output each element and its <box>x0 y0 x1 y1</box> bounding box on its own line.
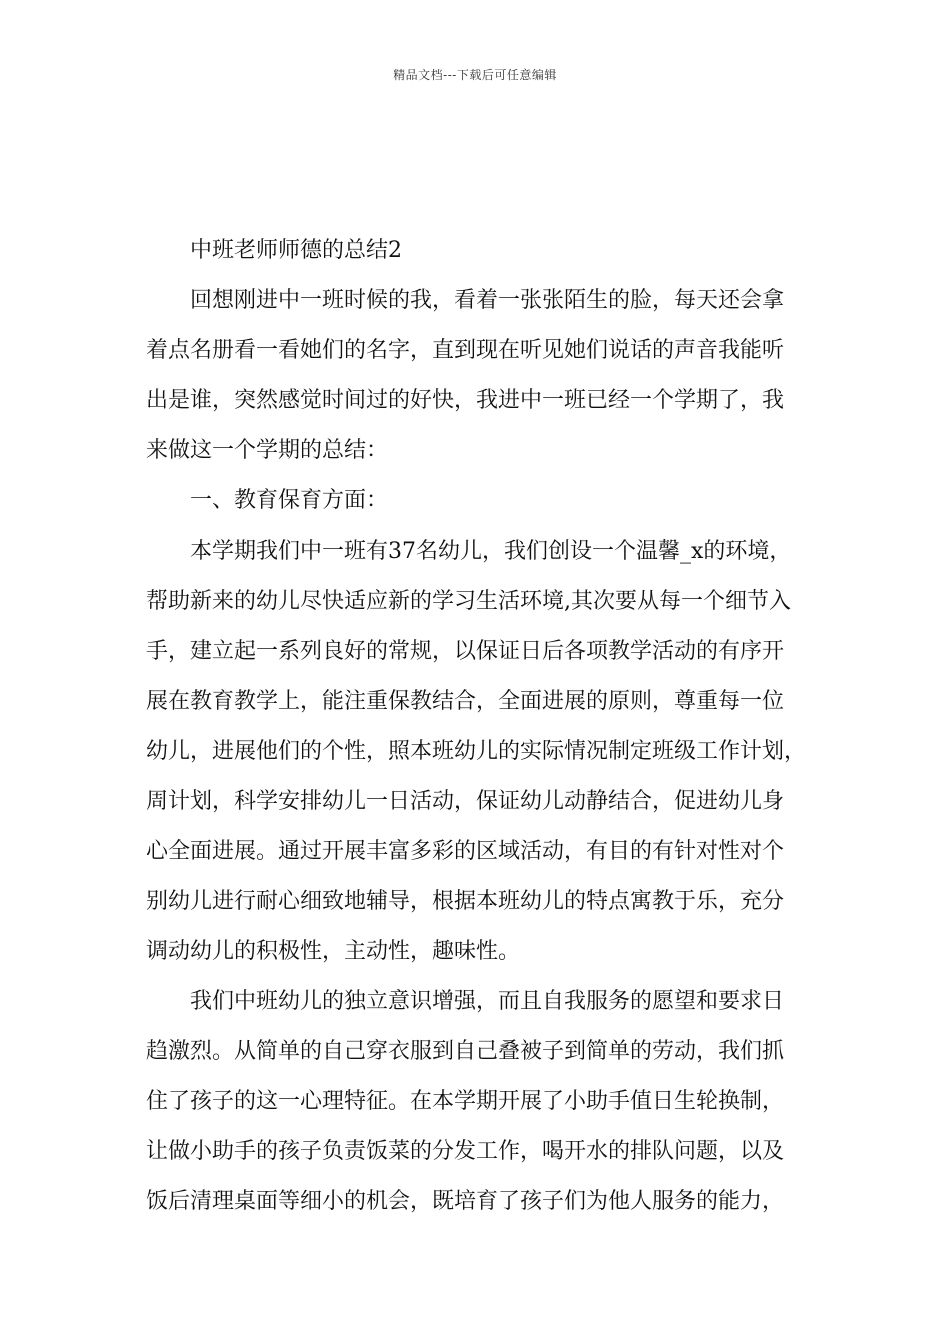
paragraph-line: 别幼儿进行耐心细致地辅导，根据本班幼儿的特点寓教于乐，充分 <box>146 889 785 914</box>
paragraph-line: 来做这一个学期的总结： <box>146 438 389 463</box>
section-heading: 一、教育保育方面： <box>190 488 389 513</box>
paragraph-line: 幼儿，进展他们的个性，照本班幼儿的实际情况制定班级工作计划， <box>146 739 807 764</box>
paragraph-line: 本学期我们中一班有37名幼儿，我们创设一个温馨_x的环境， <box>190 539 792 564</box>
paragraph-line: 帮助新来的幼儿尽快适应新的学习生活环境,其次要从每一个细节入 <box>146 589 791 614</box>
paragraph-line: 调动幼儿的积极性，主动性，趣味性。 <box>146 939 521 964</box>
paragraph-line: 手，建立起一系列良好的常规，以保证日后各项教学活动的有序开 <box>146 639 785 664</box>
paragraph-line: 心全面进展。通过开展丰富多彩的区域活动，有目的有针对性对个 <box>146 839 785 864</box>
paragraph-line: 着点名册看一看她们的名字，直到现在听见她们说话的声音我能听 <box>146 338 785 363</box>
paragraph-line: 出是谁，突然感觉时间过的好快，我进中一班已经一个学期了，我 <box>146 388 785 413</box>
paragraph-line: 我们中班幼儿的独立意识增强，而且自我服务的愿望和要求日 <box>190 989 785 1014</box>
paragraph-line: 周计划，科学安排幼儿一日活动，保证幼儿动静结合，促进幼儿身 <box>146 789 785 814</box>
paragraph-line: 让做小助手的孩子负责饭菜的分发工作，喝开水的排队问题，以及 <box>146 1139 785 1164</box>
paragraph-line: 饭后清理桌面等细小的机会，既培育了孩子们为他人服务的能力， <box>146 1189 785 1214</box>
paragraph-line: 展在教育教学上，能注重保教结合，全面进展的原则，尊重每一位 <box>146 689 785 714</box>
document-title: 中班老师师德的总结2 <box>190 238 402 263</box>
page-header: 精品文档---下载后可任意编辑 <box>393 68 557 82</box>
paragraph-line: 趋激烈。从简单的自己穿衣服到自己叠被子到简单的劳动，我们抓 <box>146 1039 785 1064</box>
paragraph-line: 住了孩子的这一心理特征。在本学期开展了小助手值日生轮换制， <box>146 1089 785 1114</box>
paragraph-line: 回想刚进中一班时候的我，看着一张张陌生的脸，每天还会拿 <box>190 288 785 313</box>
